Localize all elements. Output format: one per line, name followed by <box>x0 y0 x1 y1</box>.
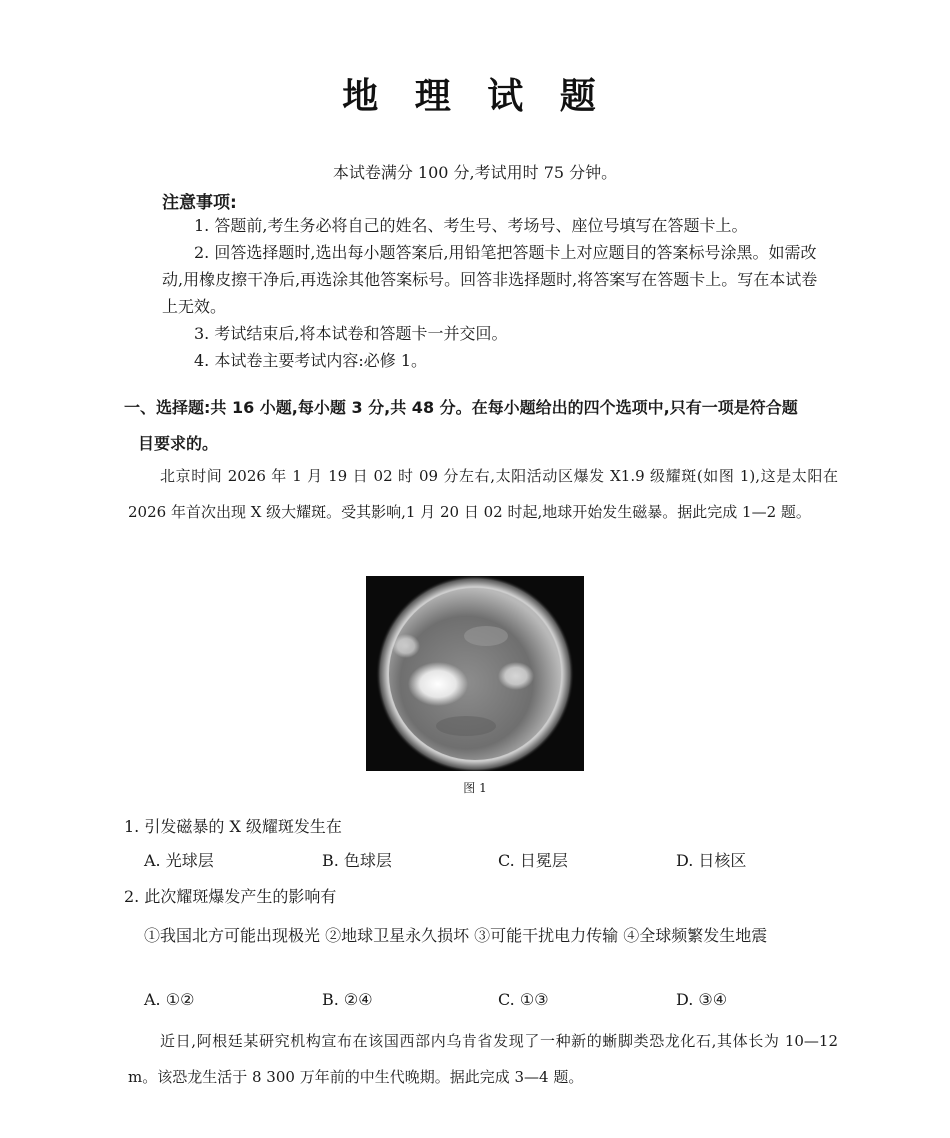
section-heading-line2: 目要求的。 <box>138 434 219 453</box>
passage-text: 近日,阿根廷某研究机构宣布在该国西部内乌肯省发现了一种新的蜥脚类恐龙化石,其体长为 10—12 m。该恐龙生活于 8 300 万年前的中生代晚期。据此完成 3—4 题。 <box>128 1032 838 1086</box>
option-c: C. ①③ <box>498 990 549 1009</box>
notice-item: 3. 考试结束后,将本试卷和答题卡一并交回。 <box>194 324 508 343</box>
option-b: B. 色球层 <box>322 851 392 870</box>
passage-text: 北京时间 2026 年 1 月 19 日 02 时 09 分左右,太阳活动区爆发 X1.9 级耀斑(如图 1),这是太阳在 2026 年首次出现 X 级大耀斑。受其影响,1 月 20 日 02 时起,地球开始发生磁暴。据此完成 1—2 题。 <box>128 467 838 521</box>
notice-item: 1. 答题前,考生务必将自己的姓名、考生号、考场号、座位号填写在答题卡上。 <box>194 216 748 235</box>
notice-item: 4. 本试卷主要考试内容:必修 1。 <box>194 351 428 370</box>
option-d: D. 日核区 <box>676 851 747 870</box>
option-c: C. 日冕层 <box>498 851 568 870</box>
flare-region <box>408 662 468 706</box>
option-b: B. ②④ <box>322 990 373 1009</box>
page-title: 地 理 试 题 <box>342 76 608 117</box>
option-a: A. ①② <box>144 990 195 1009</box>
sun-illustration <box>366 576 584 771</box>
passage-solar-flare <box>128 458 838 530</box>
section-heading-line1: 一、选择题:共 16 小题,每小题 3 分,共 48 分。在每小题给出的四个选项中,只有一项是符合题 <box>124 398 798 417</box>
notice-heading: 注意事项: <box>162 193 237 213</box>
question-1-stem: 1. 引发磁暴的 X 级耀斑发生在 <box>124 817 342 836</box>
option-a: A. 光球层 <box>144 851 214 870</box>
exam-info: 本试卷满分 100 分,考试用时 75 分钟。 <box>332 163 618 182</box>
notice-list <box>162 212 822 374</box>
option-d: D. ③④ <box>676 990 728 1009</box>
passage-dinosaur <box>128 1023 838 1095</box>
sun-image <box>366 576 584 771</box>
figure-caption: 图 1 <box>463 781 487 795</box>
question-2-items: ①我国北方可能出现极光 ②地球卫星永久损坏 ③可能干扰电力传输 ④全球频繁发生地震 <box>144 926 768 945</box>
notice-item: 2. 回答选择题时,选出每小题答案后,用铅笔把答题卡上对应题目的答案标号涂黑。如需改动,用橡皮擦干净后,再选涂其他答案标号。回答非选择题时,将答案写在答题卡上。写在本试卷上无效。 <box>162 243 818 316</box>
section-heading <box>124 390 844 462</box>
question-2-stem: 2. 此次耀斑爆发产生的影响有 <box>124 887 337 906</box>
